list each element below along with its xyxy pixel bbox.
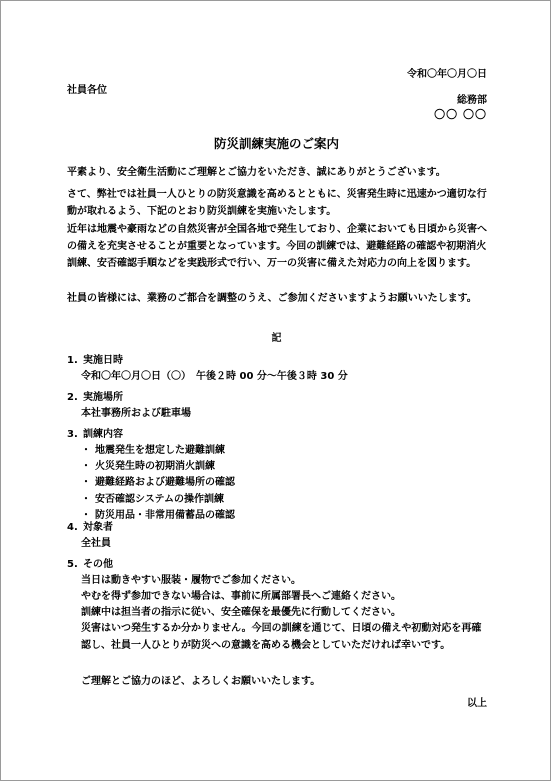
closing-request: ご理解とご協力のほど、よろしくお願いいたします。 [81,676,321,687]
list-item: ・ 避難経路および避難場所の確認 [81,477,235,489]
item-heading-date [67,353,123,369]
list-item: ・ 地震発生を想定した避難訓練 [81,445,225,456]
other-line: 訓練中は担当者の指示に従い、安全確保を最優先に行動してください。 [81,607,401,618]
item-number: 4. [67,522,78,533]
list-item: ・ 火災発生時の初期消火訓練 [81,461,215,473]
sender-department: 総務部 [457,95,487,106]
paragraph-greeting: 平素より、安全衛生活動にご理解とご協力をいただき、誠にありがとうございます。 [67,167,446,178]
other-note: 災害はいつ発生するか分かりません。今回の訓練を通じて、日頃の備えや初動対応を再確認し、社員一人ひとりが防災への意識を高める機会としていただければ幸いです。 [81,623,482,651]
item-heading-place [67,390,123,406]
recipient: 社員各位 [67,85,107,96]
list-item: ・ 安否確認システムの操作訓練 [81,493,224,505]
closing-mark: 以上 [467,698,487,709]
item-heading-target [67,520,113,536]
item-title: その他 [83,559,113,570]
paragraph-purpose: さて、弊社では社員一人ひとりの防災意識を高めるとともに、災害発生時に迅速かつ適切な行動が取れるよう、下記のとおり防災訓練を実施いたします。 [67,189,487,217]
list-item: ・ 防災用品・非常用備蓄品の確認 [81,509,235,521]
item-number: 3. [67,429,78,440]
item-number: 5. [67,559,78,570]
sender-name: 〇〇 〇〇 [434,108,487,121]
paragraph-background: 近年は地震や豪雨などの自然災害が全国各地で発生しており、企業においても日頃から災害への備えを充実させることが重要となっています。今回の訓練では、避難経路の確認や初期消火訓練、安否確認手順などを実践形式で行い、万一の災害に備えた対応力の向上を図ります。 [67,224,487,269]
item-number: 1. [67,355,78,366]
item-title: 実施日時 [83,355,123,366]
other-line: やむを得ず参加できない場合は、事前に所属部署長へご連絡ください。 [81,591,401,602]
other-line: 当日は動きやすい服装・履物でご参加ください。 [81,575,301,586]
item-body-date: 令和〇年〇月〇日（〇） 午後２時 00 分～午後３時 30 分 [81,371,348,382]
training-content-list [81,443,235,524]
document-title: 防災訓練実施のご案内 [213,136,339,151]
ki-heading: 記 [271,333,282,344]
item-title: 実施場所 [83,392,123,403]
item-title: 対象者 [83,522,113,533]
paragraph-request: 社員の皆様には、業務のご都合を調整のうえ、ご参加くださいますようお願いいたします。 [67,293,477,304]
item-body-target: 全社員 [81,538,111,549]
item-body-place: 本社事務所および駐車場 [81,408,191,419]
document-date: 令和〇年〇月〇日 [407,69,487,80]
item-number: 2. [67,392,78,403]
item-heading-other [67,557,113,573]
item-heading-content [67,427,123,443]
item-title: 訓練内容 [83,429,123,440]
